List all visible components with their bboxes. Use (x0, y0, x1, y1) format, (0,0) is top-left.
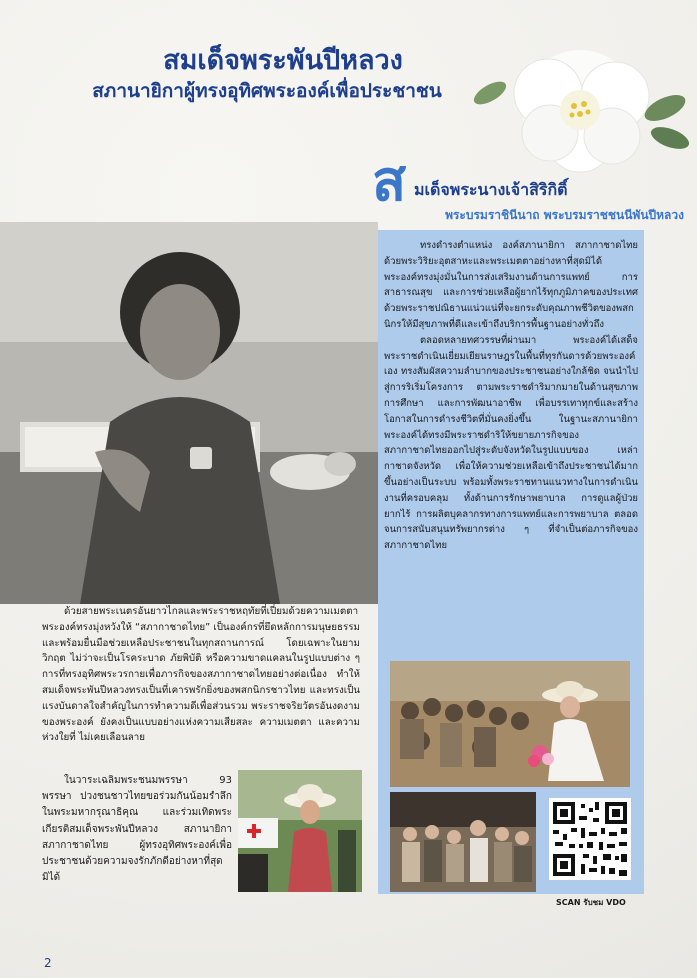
sidebar-paragraph: ทรงดำรงตำแหน่ง องค์สภานายิกา สภากาชาดไทย ด้วยพระวิริยะอุตสาหะและพระเมตตาอย่างหาที่สุดมิได้ พระองค์ทรงมุ่งมั่นในการส่งเสริมงานด้านการแพทย์ การสาธารณสุข และการช่วยเหลือผู้ยากไร้ทุกภูมิภาคของประเทศ ด้วยพระราชปณิธานแน่วแน่ที่จะยกระดับคุณภาพชีวิตของพสกนิกรให้มีสุขภาพที่ดีและเข้าถึงบริการพื้นฐานอย่างทั่วถึง (384, 240, 638, 330)
tribute-paragraph: ในวาระเฉลิมพระชนมพรรษา 93 พรรษา ปวงชนชาวไทยขอร่วมกันน้อมรำลึกในพระมหากรุณาธิคุณ และร่วมเทิดพระเกียรติสมเด็จพระพันปีหลวง สภานายิกาสภากาชาดไทย ผู้ทรงอุทิศพระองค์เพื่อประชาชนด้วยความจงรักภักดีอย่างหาที่สุดมิได้ (42, 775, 232, 884)
page-subtitle: สภานายิกาผู้ทรงอุทิศพระองค์เพื่อประชาชน (92, 80, 442, 102)
name-heading (372, 149, 692, 226)
royal-title: พระบรมราชินีนาถ พระบรมราชชนนีพันปีหลวง (445, 208, 684, 222)
left-paragraph: ด้วยสายพระเนตรอันยาวไกลและพระราชหฤทัยที่เปี่ยมด้วยความเมตตา พระองค์ทรงมุ่งหวังให้ “สภากาชาดไทย” เป็นองค์กรที่ยึดหลักการมนุษยธรรม และพร้อมยื่นมือช่วยเหลือประชาชนในทุกสถานการณ์ โดยเฉพาะในยามวิกฤต ไม่ว่าจะเป็นโรคระบาด ภัยพิบัติ หรือความขาดแคลนในรูปแบบต่าง ๆ การที่ทรงอุทิศพระวรกายเพื่อภารกิจของสภากาชาดไทยอย่างต่อเนื่อง ทำให้สมเด็จพระพันปีหลวงทรงเป็นที่เคารพรักยิ่งของพสกนิกรชาวไทย และทรงเป็นแรงบันดาลใจสำคัญในการทำความดีเพื่อส่วนรวม พระราชจริยวัตรอันงดงามของพระองค์ ยังคงเป็นแบบอย่างแห่งความเสียสละ ความเมตตา และความห่วงใยที่ ไม่เคยเลือนลาย (42, 606, 360, 744)
qr-caption: SCAN รับชม VDO (556, 898, 626, 907)
white-rose-illustration (470, 38, 690, 173)
page-title: สมเด็จพระพันปีหลวง (163, 45, 403, 76)
royal-name: มเด็จพระนางเจ้าสิริกิติ์ (414, 180, 568, 199)
queen-visiting-villagers-photo (390, 661, 630, 787)
queen-with-hat-photo (238, 770, 362, 892)
children-group-photo (390, 792, 536, 892)
qr-code[interactable] (549, 798, 631, 880)
left-article-text (42, 604, 360, 746)
drop-initial: ส (372, 149, 407, 214)
tribute-text (42, 773, 232, 886)
sidebar-paragraph: ตลอดหลายทศวรรษที่ผ่านมา พระองค์ได้เสด็จพระราชดำเนินเยี่ยมเยียนราษฎรในพื้นที่ทุรกันดารด้วยพระองค์เอง ทรงสัมผัสความลำบากของประชาชนอย่างใกล้ชิด จนนำไปสู่การริเริ่มโครงการ ตามพระราชดำริมากมายในด้านสุขภาพ การศึกษา และการพัฒนาอาชีพ เพื่อบรรเทาทุกข์และสร้างโอกาสในการดำรงชีวิตที่มั่นคงยิ่งขึ้น ในฐานะสภานายิกา พระองค์ได้ทรงมีพระราชดำริให้ขยายภารกิจของสภากาชาดไทยออกไปสู่ระดับจังหวัดในรูปแบบของ เหล่ากาชาดจังหวัด เพื่อให้ความช่วยเหลือเข้าถึงประชาชนได้มากขึ้นอย่างเป็นระบบ พร้อมทั้งพระราชทานแนวทางในการดำเนินงานที่ครอบคลุม ทั้งด้านการรักษาพยาบาล การดูแลผู้ป่วยยากไร้ การผลิตบุคลากรทางการแพทย์และการพยาบาล ตลอดจนการสนับสนุนทรัพยากรต่าง ๆ ที่จำเป็นต่อภารกิจของสภากาชาดไทย (384, 334, 638, 552)
sidebar-text (384, 238, 638, 554)
page-number: 2 (44, 956, 52, 970)
writing-portrait-photo (0, 222, 378, 604)
